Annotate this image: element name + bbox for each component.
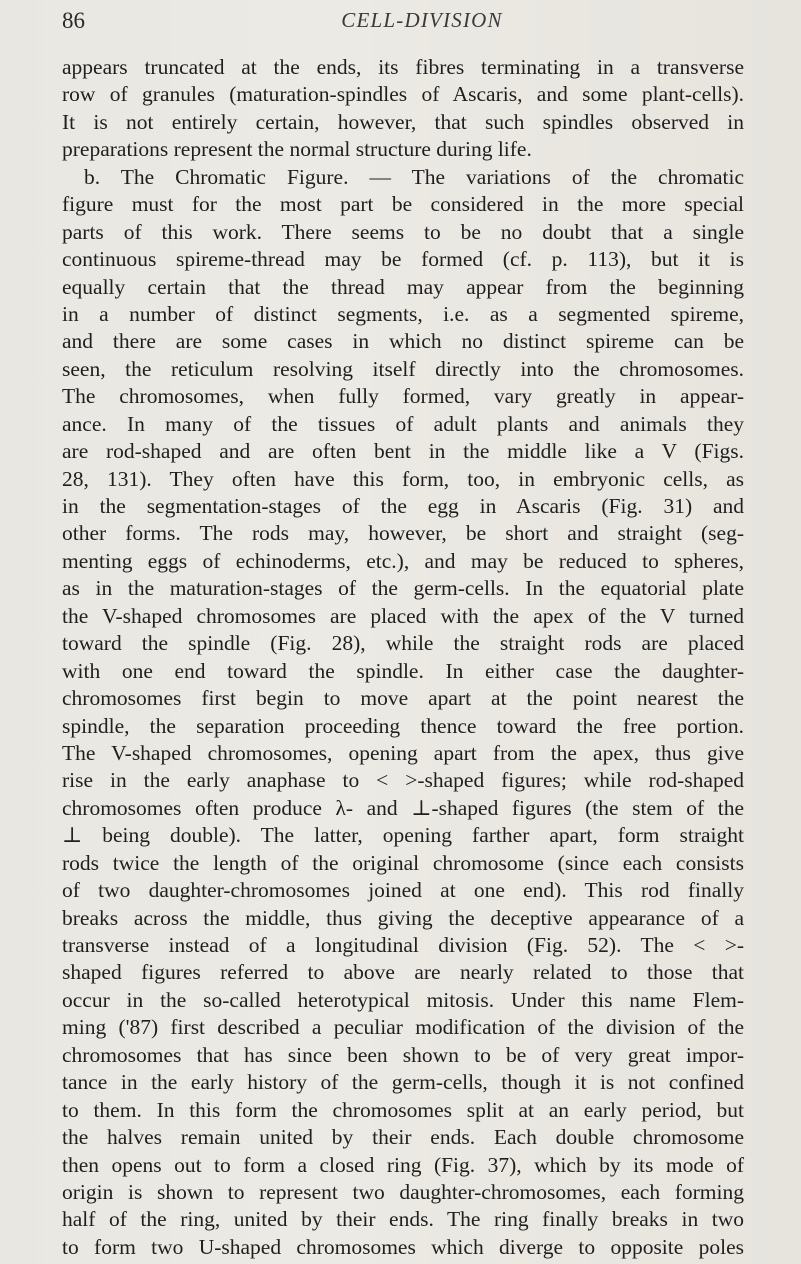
text-line: transverse instead of a longitudinal division (Fig. 52). The < >- <box>62 933 744 957</box>
text-line: toward the spindle (Fig. 28), while the straight rods are placed <box>62 631 744 656</box>
text-line: and there are some cases in which no distinct spireme can be <box>62 329 744 354</box>
text-line: menting eggs of echinoderms, etc.), and may be reduced to spheres, <box>62 548 744 573</box>
text-line: ance. In many of the tissues of adult plants and animals they <box>62 411 744 436</box>
text-line: of two daughter-chromosomes joined at one end). This rod finally <box>62 878 744 903</box>
text-line: figure must for the most part be considered in the more special <box>62 192 744 217</box>
text-line: to form two U-shaped chromosomes which diverge to opposite poles <box>62 1234 744 1259</box>
text-line: tance in the early history of the germ-cells, though it is not confined <box>62 1070 744 1095</box>
running-head: CELL-DIVISION <box>341 8 503 32</box>
text-line: shaped figures referred to above are nearly related to those that <box>62 960 744 985</box>
text-line: as in the maturation-stages of the germ-cells. In the equatorial plate <box>62 576 744 601</box>
page-number: 86 <box>62 8 85 33</box>
text-line: then opens out to form a closed ring (Fig. 37), which by its mode of <box>62 1152 744 1177</box>
text-line: to them. In this form the chromosomes split at an early period, but <box>62 1097 744 1122</box>
text-line: ming ('87) first described a peculiar modification of the division of the <box>62 1015 744 1040</box>
text-line: breaks across the middle, thus giving the deceptive appearance of a <box>62 905 744 930</box>
text-line: the V-shaped chromosomes are placed with the apex of the V turned <box>62 603 744 628</box>
text-line: in the segmentation-stages of the egg in Ascaris (Fig. 31) and <box>62 494 744 518</box>
text-line: origin is shown to represent two daughter-chromosomes, each forming <box>62 1179 744 1204</box>
text-line: equally certain that the thread may appear from the beginning <box>62 274 744 299</box>
text-line: b. The Chromatic Figure. — The variations of the chromatic <box>84 164 744 189</box>
text-line: 28, 131). They often have this form, too, in embryonic cells, as <box>62 466 744 491</box>
text-line: rise in the early anaphase to < >-shaped figures; while rod-shaped <box>62 768 744 793</box>
text-line: chromosomes that has since been shown to be of very great impor- <box>62 1042 744 1067</box>
text-line: The V-shaped chromosomes, opening apart from the apex, thus give <box>62 740 744 765</box>
text-line: with one end toward the spindle. In either case the daughter- <box>62 658 744 683</box>
text-line: It is not entirely certain, however, that such spindles observed in <box>62 109 744 134</box>
body-text <box>62 54 744 1261</box>
text-line: seen, the reticulum resolving itself directly into the chromosomes. <box>62 356 744 381</box>
text-line: row of granules (maturation-spindles of Ascaris, and some plant-cells). <box>62 82 744 107</box>
text-line: spindle, the separation proceeding thence toward the free portion. <box>62 713 744 738</box>
text-line: in a number of distinct segments, i.e. as a segmented spireme, <box>62 301 744 326</box>
page-header <box>62 8 742 38</box>
text-line: other forms. The rods may, however, be short and straight (seg- <box>62 521 744 546</box>
text-line: chromosomes first begin to move apart at the point nearest the <box>62 686 744 711</box>
text-line: preparations represent the normal structure during life. <box>62 137 532 162</box>
text-line: continuous spireme-thread may be formed (cf. p. 113), but it is <box>62 247 744 272</box>
text-line: chromosomes often produce λ- and ⊥-shaped figures (the stem of the <box>62 795 744 820</box>
text-line: half of the ring, united by their ends. The ring finally breaks in two <box>62 1207 744 1232</box>
text-line: appears truncated at the ends, its fibres terminating in a transverse <box>62 55 744 79</box>
text-line: parts of this work. There seems to be no doubt that a single <box>62 219 744 244</box>
text-line: occur in the so-called heterotypical mitosis. Under this name Flem- <box>62 987 744 1012</box>
text-line: are rod-shaped and are often bent in the middle like a V (Figs. <box>62 439 744 464</box>
text-line: The chromosomes, when fully formed, vary greatly in appear- <box>62 384 744 409</box>
text-line: the halves remain united by their ends. Each double chromosome <box>62 1125 744 1150</box>
text-line: ⊥ being double). The latter, opening farther apart, form straight <box>62 823 744 848</box>
text-line: rods twice the length of the original chromosome (since each consists <box>62 850 744 875</box>
